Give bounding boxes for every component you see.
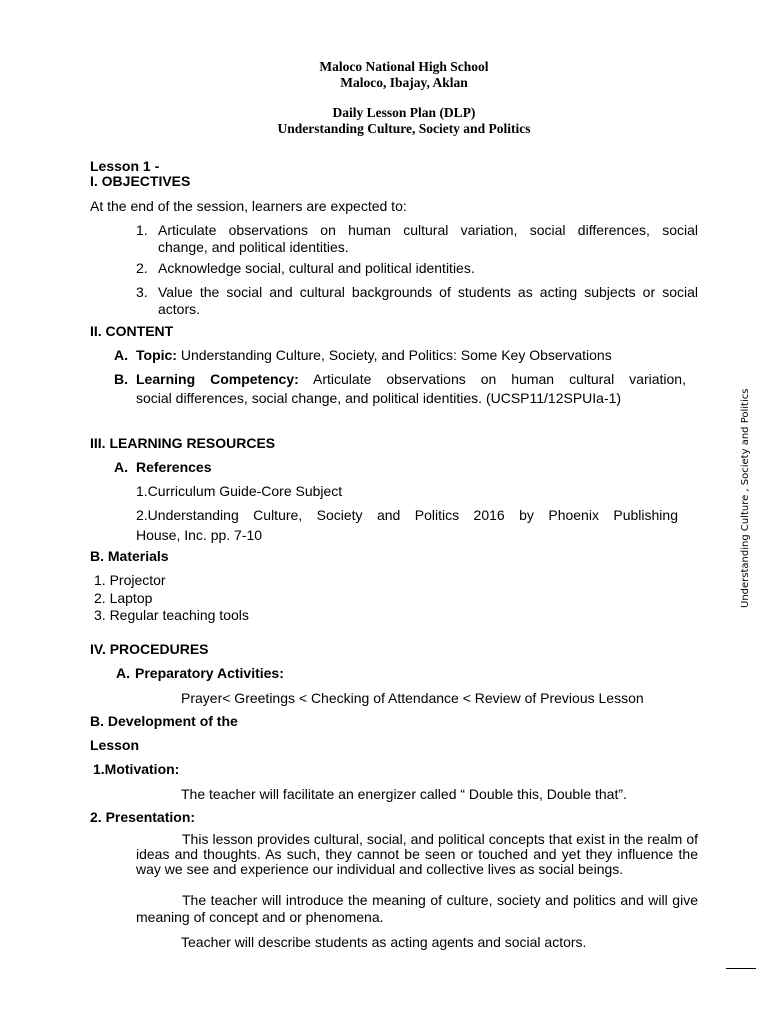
competency-letter: B.	[114, 371, 128, 387]
prep-letter: A.	[116, 665, 130, 681]
reference-2-line2: House, Inc. pp. 7-10	[136, 527, 263, 543]
materials-label: B. Materials	[90, 548, 169, 564]
presentation-paragraph-1: This lesson provides cultural, social, and political concepts that exist in the realm of ideas and thoughts. As such, they cannot be seen or touched and yet they influence the way we see and experience our individual and collective lives as social beings.	[136, 831, 698, 877]
subject-title: Understanding Culture, Society and Politics	[277, 121, 531, 136]
presentation-label: 2. Presentation:	[90, 809, 196, 825]
competency-line1	[136, 371, 686, 388]
material-item: 3. Regular teaching tools	[94, 607, 249, 623]
school-name: Maloco National High School	[319, 59, 489, 74]
presentation-paragraph-3: Teacher will describe students as acting agents and social actors.	[181, 934, 587, 950]
topic-line	[136, 347, 612, 364]
competency-value-2: social differences, social change, and political identities. (UCSP11/12SPUIa-1)	[136, 390, 622, 406]
reference-2-line1: 2.Understanding Culture, Society and Politics 2016 by Phoenix Publishing	[136, 507, 678, 523]
references-letter: A.	[114, 459, 128, 475]
objectives-intro: At the end of the session, learners are expected to:	[90, 198, 407, 214]
content-heading: II. CONTENT	[90, 323, 174, 339]
material-item: 2. Laptop	[94, 590, 153, 606]
motivation-label: 1.Motivation:	[93, 761, 180, 777]
footer-rule	[726, 968, 756, 969]
lesson-number: Lesson 1 -	[90, 158, 160, 174]
objective-3-line1: Value the social and cultural backgrounds of students as acting subjects or social	[158, 284, 698, 300]
resources-heading: III. LEARNING RESOURCES	[90, 435, 276, 451]
sidebar-subject-label: Understanding Culture , Society and Politics	[740, 388, 751, 608]
development-heading-1: B. Development of the	[90, 713, 238, 729]
competency-value-1: Articulate observations on human cultural variation,	[313, 371, 686, 387]
objective-2-line1: Acknowledge social, cultural and political identities.	[158, 260, 475, 276]
references-label: References	[136, 459, 212, 475]
objective-num-1: 1.	[136, 222, 148, 238]
procedures-heading: IV. PROCEDURES	[90, 641, 209, 657]
development-heading-2: Lesson	[90, 737, 140, 753]
topic-letter: A.	[114, 347, 128, 363]
objective-num-2: 2.	[136, 260, 148, 276]
topic-value: Understanding Culture, Society, and Politics: Some Key Observations	[180, 347, 612, 363]
objective-1-line1: Articulate observations on human cultural variation, social differences, social	[158, 222, 698, 238]
competency-label: Learning Competency:	[136, 371, 299, 387]
motivation-text: The teacher will facilitate an energizer called “ Double this, Double that”.	[181, 786, 627, 802]
prep-text: Prayer< Greetings < Checking of Attendance < Review of Previous Lesson	[181, 690, 644, 706]
presentation-paragraph-2: The teacher will introduce the meaning of culture, society and politics and will give meaning of concept and or phenomena.	[136, 892, 698, 925]
topic-label: Topic:	[136, 347, 177, 363]
prep-label: Preparatory Activities:	[135, 665, 284, 681]
objectives-heading: I. OBJECTIVES	[90, 173, 191, 189]
objective-1-line2: change, and political identities.	[158, 239, 349, 255]
school-address: Maloco, Ibajay, Aklan	[340, 75, 468, 90]
objective-3-line2: actors.	[158, 301, 201, 317]
plan-title: Daily Lesson Plan (DLP)	[332, 105, 476, 120]
objective-num-3: 3.	[136, 284, 148, 300]
reference-1: 1.Curriculum Guide-Core Subject	[136, 483, 343, 499]
material-item: 1. Projector	[94, 572, 166, 588]
